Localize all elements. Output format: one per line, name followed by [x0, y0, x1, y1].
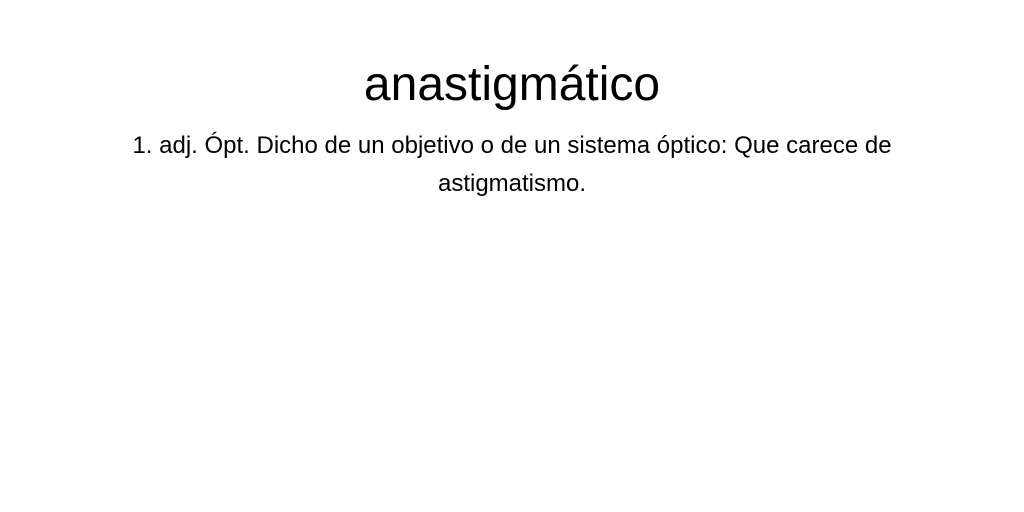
definition-text: 1. adj. Ópt. Dicho de un objetivo o de un sistema óptico: Que carece de astigmatismo. [132, 132, 892, 197]
entry-headword: anastigmático [363, 58, 661, 111]
